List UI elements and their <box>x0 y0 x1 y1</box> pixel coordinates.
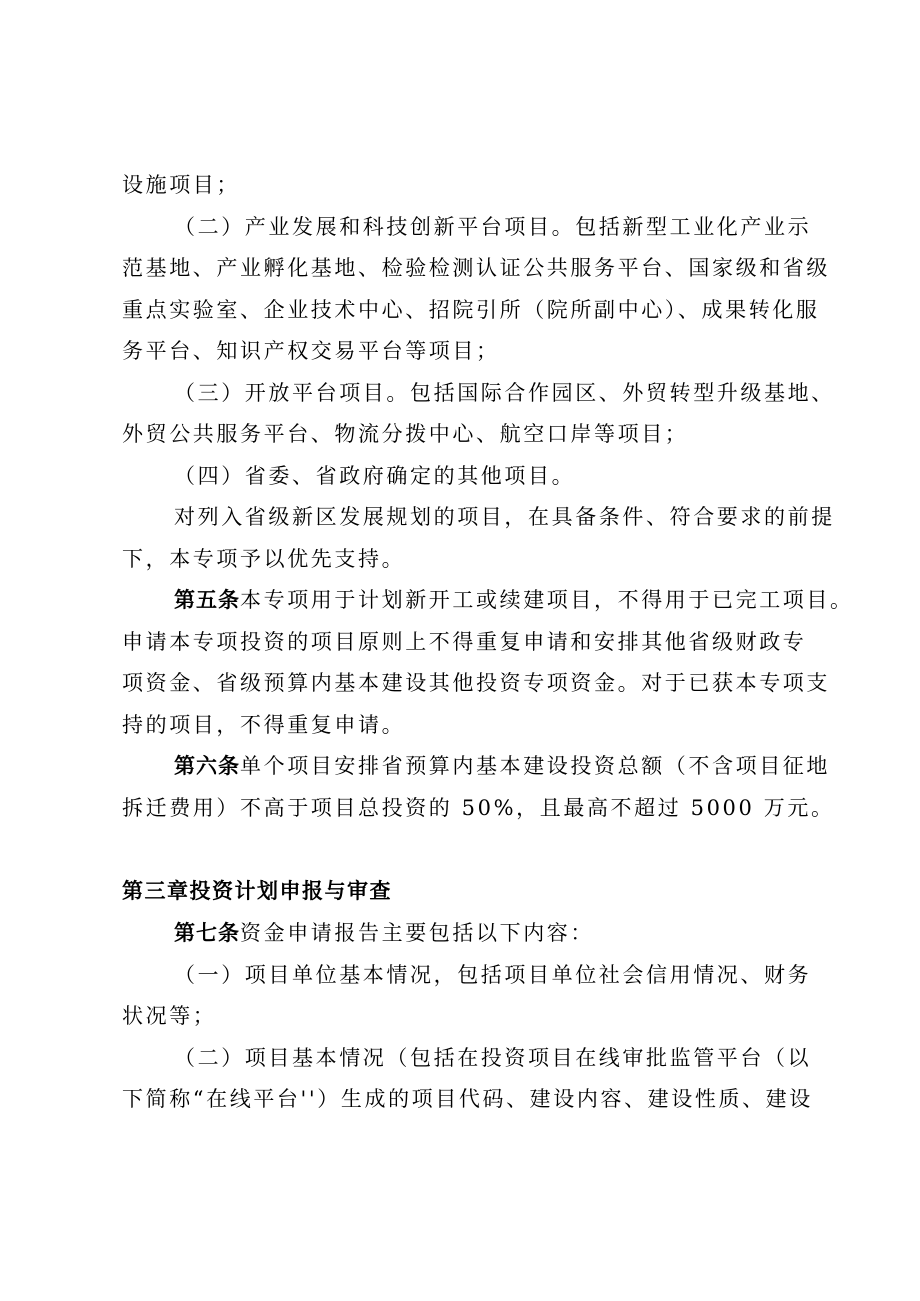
article-6-line <box>174 751 920 781</box>
body-line: 范基地、产业孵化基地、检验检测认证公共服务平台、国家级和省级 <box>122 256 830 280</box>
chapter-heading: 第三章投资计划申报与审查 <box>122 879 392 903</box>
body-line: 项资金、省级预算内基本建设其他投资专项资金。对于已获本专项支 <box>122 671 830 695</box>
body-line: 对列入省级新区发展规划的项目，在具备条件、符合要求的前提 <box>174 505 835 529</box>
article-5-label: 第五条 <box>174 588 240 612</box>
body-line: （四）省委、省政府确定的其他项目。 <box>174 464 576 488</box>
body-line: （三）开放平台项目。包括国际合作园区、外贸转型升级基地、 <box>174 381 835 405</box>
article-5-line <box>174 585 920 615</box>
article-7-text: 资金申请报告主要包括以下内容： <box>240 921 594 945</box>
body-line: （二）产业发展和科技创新平台项目。包括新型工业化产业示 <box>174 215 812 239</box>
body-line: 下简称“在线平台''）生成的项目代码、建设内容、建设性质、建设 <box>122 1087 813 1111</box>
article-7-label: 第七条 <box>174 921 240 945</box>
article-5-text: 本专项用于计划新开工或续建项目，不得用于已完工项目。 <box>240 588 854 612</box>
article-6-label: 第六条 <box>174 754 240 778</box>
body-line: 拆迁费用）不高于项目总投资的 50%，且最高不超过 5000 万元。 <box>122 796 835 820</box>
body-line: 设施项目； <box>122 173 240 197</box>
body-line: 持的项目，不得重复申请。 <box>122 713 406 737</box>
article-6-text: 单个项目安排省预算内基本建设投资总额（不含项目征地 <box>240 754 830 778</box>
body-line: （二）项目基本情况（包括在投资项目在线审批监管平台（以 <box>174 1046 812 1070</box>
body-line: 状况等； <box>122 1004 217 1028</box>
body-line: 务平台、知识产权交易平台等项目； <box>122 339 500 363</box>
body-line: 申请本专项投资的项目原则上不得重复申请和安排其他省级财政专 <box>122 630 807 654</box>
body-line: （一）项目单位基本情况，包括项目单位社会信用情况、财务 <box>174 963 812 987</box>
body-line: 下，本专项予以优先支持。 <box>122 547 406 571</box>
article-7-line <box>174 918 920 948</box>
body-line: 外贸公共服务平台、物流分拨中心、航空口岸等项目； <box>122 422 689 446</box>
body-line: 重点实验室、企业技术中心、招院引所（院所副中心）、成果转化服 <box>122 298 820 322</box>
